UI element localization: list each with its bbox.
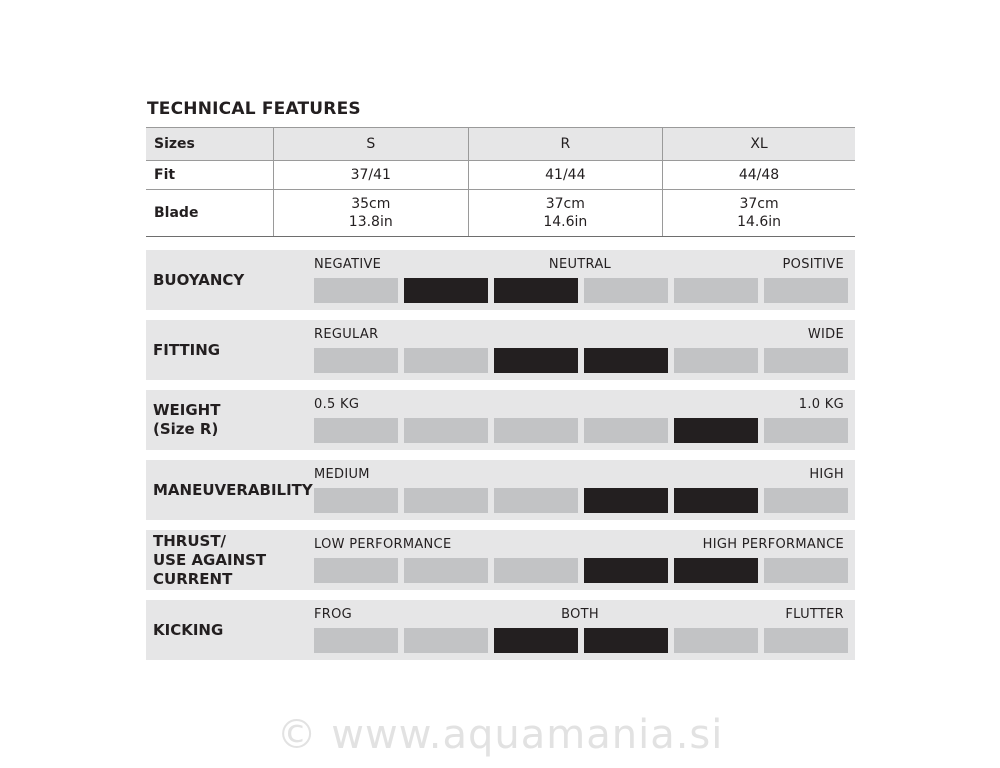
rating-segment-2 — [404, 488, 488, 513]
rating-segment-5 — [674, 558, 758, 583]
rating-segment-2 — [404, 628, 488, 653]
rating-segment-4 — [584, 488, 668, 513]
scale-left-label: MEDIUM — [314, 467, 370, 482]
table-row-fit — [146, 161, 855, 190]
rating-segment-3 — [494, 278, 578, 303]
rating-bar — [314, 628, 848, 653]
blade-xl-in: 14.6in — [737, 214, 782, 230]
feature-label: THRUST/ USE AGAINST CURRENT — [153, 531, 267, 588]
page-title: TECHNICAL FEATURES — [147, 99, 361, 119]
blade-s-in: 13.8in — [348, 214, 393, 230]
blade-xl — [663, 190, 855, 237]
scale-right-label: FLUTTER — [785, 607, 844, 622]
scale-left-label: 0.5 KG — [314, 397, 360, 412]
rating-segment-1 — [314, 558, 398, 583]
feature-label: MANEUVERABILITY — [153, 480, 313, 499]
scale-labels — [314, 397, 844, 415]
feature-maneuverability — [146, 460, 855, 520]
blade-s-cm: 35cm — [351, 196, 391, 212]
row-label-blade: Blade — [146, 190, 274, 237]
rating-bar — [314, 418, 848, 443]
scale-left-label: LOW PERFORMANCE — [314, 537, 452, 552]
scale-labels — [314, 327, 844, 345]
scale-labels — [314, 257, 844, 275]
rating-segment-2 — [404, 278, 488, 303]
scale-labels — [314, 467, 844, 485]
blade-r — [468, 190, 663, 237]
rating-segment-4 — [584, 278, 668, 303]
scale-left-label: FROG — [314, 607, 353, 622]
rating-segment-6 — [764, 278, 848, 303]
rating-bar — [314, 488, 848, 513]
rating-segment-1 — [314, 418, 398, 443]
blade-xl-cm: 37cm — [739, 196, 779, 212]
feature-label: FITTING — [153, 340, 221, 359]
scale-right-label: WIDE — [807, 327, 844, 342]
rating-segment-1 — [314, 348, 398, 373]
feature-label: WEIGHT (Size R) — [153, 401, 221, 438]
feature-label: KICKING — [153, 620, 224, 639]
rating-segment-5 — [674, 418, 758, 443]
header-sizes: Sizes — [146, 128, 274, 161]
feature-weight — [146, 390, 855, 450]
feature-fitting — [146, 320, 855, 380]
scale-right-label: HIGH PERFORMANCE — [702, 537, 844, 552]
scale-labels — [314, 537, 844, 555]
rating-segment-4 — [584, 348, 668, 373]
rating-bar — [314, 278, 848, 303]
rating-segment-3 — [494, 488, 578, 513]
rating-segment-2 — [404, 348, 488, 373]
rating-segment-2 — [404, 558, 488, 583]
rating-segment-4 — [584, 558, 668, 583]
rating-segment-6 — [764, 348, 848, 373]
rating-bar — [314, 558, 848, 583]
feature-label: BUOYANCY — [153, 270, 245, 289]
feature-ratings — [146, 250, 855, 670]
table-header-row — [146, 128, 855, 161]
rating-segment-4 — [584, 418, 668, 443]
feature-thrust — [146, 530, 855, 590]
blade-s — [274, 190, 469, 237]
rating-bar — [314, 348, 848, 373]
table-row-blade — [146, 190, 855, 237]
row-label-fit: Fit — [146, 161, 274, 190]
rating-segment-6 — [764, 558, 848, 583]
fit-s: 37/41 — [274, 161, 469, 190]
fit-r: 41/44 — [468, 161, 663, 190]
scale-right-label: HIGH — [809, 467, 844, 482]
rating-segment-1 — [314, 278, 398, 303]
rating-segment-2 — [404, 418, 488, 443]
rating-segment-6 — [764, 628, 848, 653]
blade-r-cm: 37cm — [545, 196, 585, 212]
scale-right-label: POSITIVE — [782, 257, 844, 272]
feature-kicking — [146, 600, 855, 660]
scale-mid-label: NEUTRAL — [548, 257, 612, 272]
rating-segment-5 — [674, 278, 758, 303]
scale-labels — [314, 607, 844, 625]
rating-segment-3 — [494, 628, 578, 653]
rating-segment-1 — [314, 488, 398, 513]
header-size-r: R — [468, 128, 663, 161]
scale-mid-label: BOTH — [561, 607, 599, 622]
fit-xl: 44/48 — [663, 161, 855, 190]
scale-left-label: NEGATIVE — [314, 257, 382, 272]
rating-segment-6 — [764, 488, 848, 513]
rating-segment-1 — [314, 628, 398, 653]
sizes-table — [146, 127, 855, 237]
rating-segment-3 — [494, 418, 578, 443]
scale-right-label: 1.0 KG — [798, 397, 844, 412]
feature-buoyancy — [146, 250, 855, 310]
blade-r-in: 14.6in — [543, 214, 588, 230]
rating-segment-3 — [494, 348, 578, 373]
header-size-xl: XL — [663, 128, 855, 161]
watermark: © www.aquamania.si — [276, 712, 724, 758]
rating-segment-3 — [494, 558, 578, 583]
rating-segment-6 — [764, 418, 848, 443]
rating-segment-4 — [584, 628, 668, 653]
header-size-s: S — [274, 128, 469, 161]
rating-segment-5 — [674, 348, 758, 373]
scale-left-label: REGULAR — [314, 327, 379, 342]
rating-segment-5 — [674, 488, 758, 513]
rating-segment-5 — [674, 628, 758, 653]
